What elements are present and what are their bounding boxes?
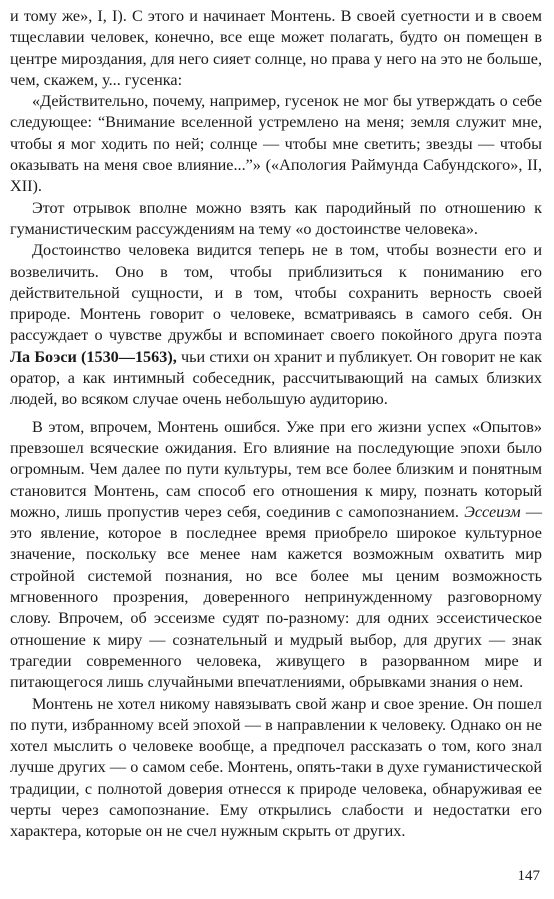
text-segment: Монтень не хотел никому навязывать свой жанр и свое зрение. Он пошел по пути, избранному всей эпохой — в направлении к человеку. Однако он не хотел мыслить о человеке вообще, а предпочел рассказать о том, кого знал лучше других — о самом себе. Монтень, опять-таки в духе гуманистической традиции, с полнотой доверия отнесся к природе человека, обнаруживая ее черты через самопознание. Ему открылись слабости и недостатки его характера, которые он не счел нужным скрыть от других. xyxy=(10,694,542,841)
paragraph-4 xyxy=(10,240,542,410)
paragraph-1 xyxy=(10,6,542,91)
bold-text: Ла Боэси (1530—1563), xyxy=(10,347,177,366)
text-segment: Этот отрывок вполне можно взять как пародийный по отношению к гуманистическим рассуждениям на тему «о достоинстве человека». xyxy=(10,198,542,238)
text-segment: «Действительно, почему, например, гусенок не мог бы утверждать о себе следующее: “Внимание вселенной устремлено на меня; земля служит мне, чтобы я мог ходить по ней; солнце — чтобы мне светить; звезды — чтобы оказывать на меня свое влияние...”» («Апология Раймунда Сабундского», II, XII). xyxy=(10,92,542,196)
text-segment: чьи стихи он хранит и публикует. Он говорит не как оратор, а как интимный собеседник, рассчитывающий на самых близких людей, во всяком случае очень небольшую аудиторию. xyxy=(10,347,542,409)
text-segment: В этом, впрочем, Монтень ошибся. Уже при его жизни успех «Опытов» превзошел всяческие ожидания. Его влияние на последующие эпохи было огромным. Чем далее по пути культуры, тем все более близким и понятным становится Монтень, сам способ его отношения к миру, познать который можно, лишь пропустив через себя, соединив с самопознанием. xyxy=(10,417,542,521)
page-number: 147 xyxy=(517,868,540,884)
text-segment: Достоинство человека видится теперь не в том, чтобы вознести его и возвеличить. Оно в том, чтобы приблизиться к пониманию его действительной сущности, и в том, чтобы сохранить верность своей природе. Монтень говорит о человеке, всматриваясь в самого себя. Он рассуждает о чувстве дружбы и вспоминает своего покойного друга поэта xyxy=(10,241,542,345)
text-segment: — это явление, которое в последнее время приобрело широкое культурное значение, поскольку все менее нам кажется возможным охватить мир стройной системой познания, но все более мы ценим возможность мгновенного прозрения, доверенного непринужденному разговорному слову. Впрочем, об эссеизме судят по-разному: для одних эссеистическое отношение к миру — сознательный и мудрый выбор, для других — знак трагедии современного человека, живущего в разорванном мире и питающегося лишь случайными впечатлениями, обрывками знания о нем. xyxy=(10,502,543,692)
paragraph-3 xyxy=(10,198,542,241)
paragraph-5 xyxy=(10,417,542,694)
italic-term: Эссеизм xyxy=(464,502,521,521)
paragraph-6 xyxy=(10,694,542,843)
page-body xyxy=(10,6,542,843)
text-segment: и тому же», I, I). С этого и начинает Монтень. В своей суетности и в своем тщеславии человек, конечно, все еще может полагать, будто он помещен в центре мироздания, для него сияет солнце, но права у него на это не больше, чем, скажем, у... гусенка: xyxy=(10,7,542,89)
paragraph-2 xyxy=(10,91,542,197)
